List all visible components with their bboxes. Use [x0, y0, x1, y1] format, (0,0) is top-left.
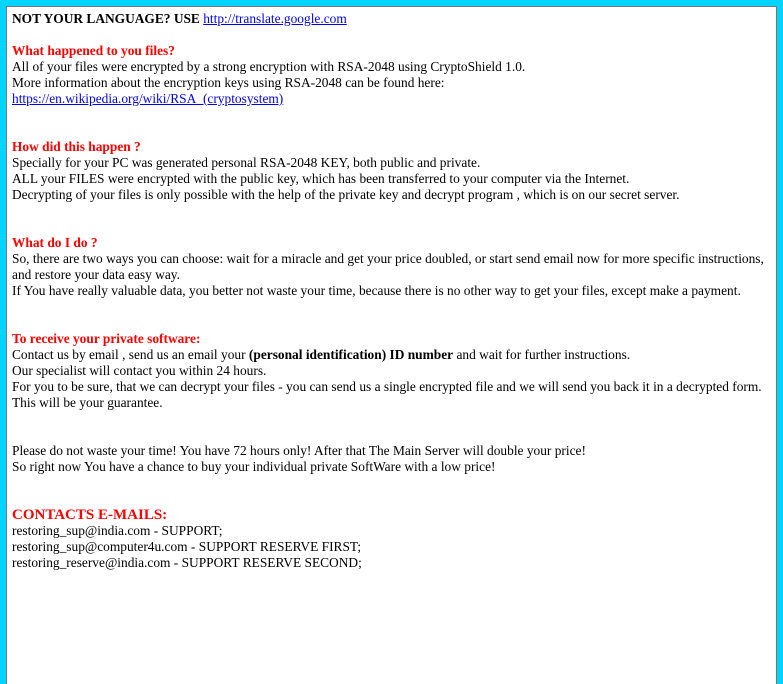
contacts-heading: CONTACTS E-MAILS: — [12, 507, 168, 523]
body-text: Our specialist will contact you within 24 hours. — [12, 363, 267, 378]
spacer — [12, 203, 771, 235]
spacer — [12, 107, 771, 139]
body-text — [12, 347, 771, 363]
wikipedia-link[interactable]: https://en.wikipedia.org/wiki/RSA_(cryptosystem) — [12, 91, 284, 106]
ransom-note-window — [6, 6, 777, 684]
body-text-segment: and wait for further instructions. — [453, 347, 631, 362]
section-heading: To receive your private software: — [12, 331, 201, 346]
id-number-emphasis: (personal identification) ID number — [248, 347, 454, 362]
body-text: For you to be sure, that we can decrypt your files - you can send us a single encrypted file and we will send you back it in a decrypted form. This will be your guarantee. — [12, 379, 762, 410]
language-notice — [12, 11, 771, 27]
body-text: So right now You have a chance to buy your individual private SoftWare with a low price! — [12, 459, 496, 474]
body-text: Decrypting of your files is only possible with the help of the private key and decrypt program , which is on our secret server. — [12, 187, 680, 202]
section-how-did-this-happen — [12, 139, 771, 203]
body-text: So, there are two ways you can choose: wait for a miracle and get your price doubled, or start send email now for more specific instructions, and restore your data easy way. — [12, 251, 764, 282]
spacer — [12, 299, 771, 331]
section-what-happened — [12, 43, 771, 107]
section-heading: What happened to you files? — [12, 43, 175, 58]
contact-email-item: restoring_sup@india.com - SUPPORT; — [12, 523, 223, 538]
translate-link[interactable]: http://translate.google.com — [203, 11, 347, 26]
body-text: Please do not waste your time! You have 72 hours only! After that The Main Server will double your price! — [12, 443, 586, 458]
section-heading: What do I do ? — [12, 235, 98, 250]
section-receive-software — [12, 331, 771, 411]
language-notice-text: NOT YOUR LANGUAGE? USE — [12, 11, 204, 26]
contact-email-item: restoring_sup@computer4u.com - SUPPORT RESERVE FIRST; — [12, 539, 362, 554]
section-warning — [12, 443, 771, 475]
spacer — [12, 27, 771, 43]
body-text: All of your files were encrypted by a strong encryption with RSA-2048 using CryptoShield 1.0. — [12, 59, 526, 74]
note-content — [7, 7, 776, 571]
section-heading: How did this happen ? — [12, 139, 141, 154]
section-what-do-i-do — [12, 235, 771, 299]
spacer — [12, 411, 771, 443]
body-text: Specially for your PC was generated personal RSA-2048 KEY, both public and private. — [12, 155, 481, 170]
body-text: ALL your FILES were encrypted with the public key, which has been transferred to your computer via the Internet. — [12, 171, 630, 186]
section-contacts — [12, 507, 771, 571]
body-text-segment: Contact us by email , send us an email your — [12, 347, 249, 362]
contact-email-item: restoring_reserve@india.com - SUPPORT RESERVE SECOND; — [12, 555, 362, 570]
spacer — [12, 475, 771, 507]
body-text: More information about the encryption keys using RSA-2048 can be found here: — [12, 75, 445, 90]
body-text: If You have really valuable data, you better not waste your time, because there is no other way to get your files, except make a payment. — [12, 283, 741, 298]
